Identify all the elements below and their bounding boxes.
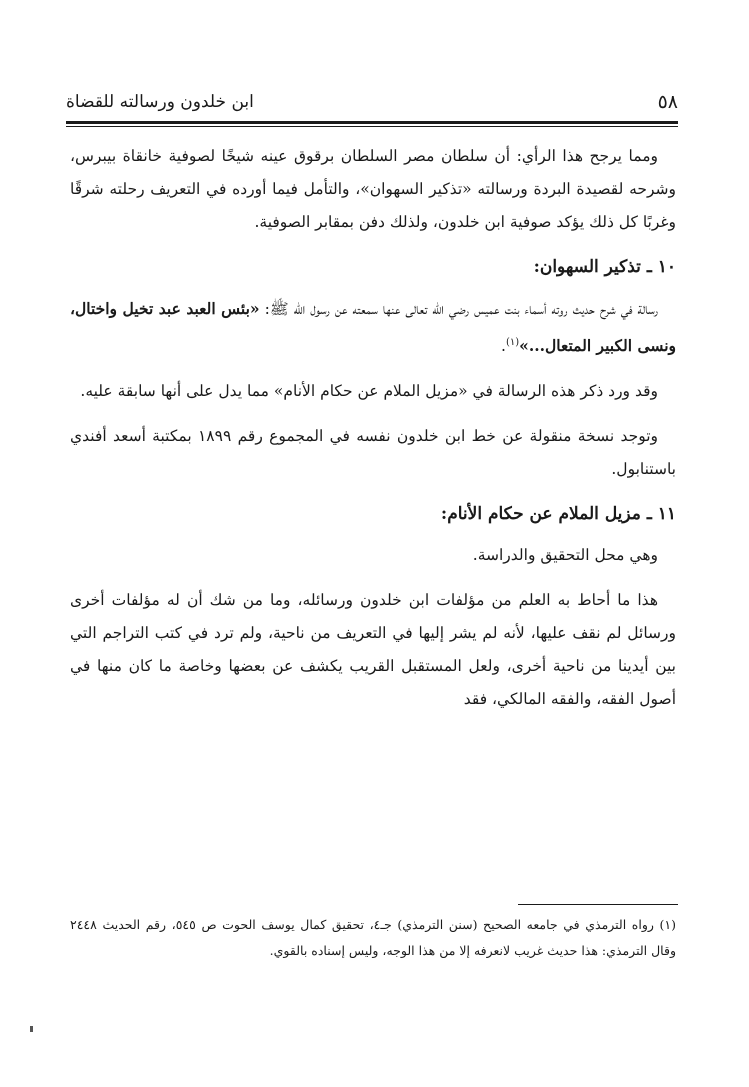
page-header: [66, 88, 678, 118]
paragraph-2: [70, 292, 676, 363]
paragraph-1: ومما يرجح هذا الرأي: أن سلطان مصر السلطان برقوق عينه شيخًا لصوفية خانقاة بيبرس، وشرحه لقصيدة البردة ورسالته «تذكير السهوان»، والتأمل فيما أورده في التعريف رحلته شرقًا وغربًا كل ذلك يؤكد صوفية ابن خلدون، ولذلك دفن بمقابر الصوفية.: [70, 147, 676, 231]
footnote-ref: (١): [505, 337, 520, 348]
hadith-quote: «بئس العبد عبد تخيل واختال، ونسى الكبير المتعال...»: [70, 299, 676, 356]
running-title: ابن خلدون ورسالته للقضاة: [66, 92, 254, 112]
section-heading-11: ١١ ـ مزيل الملام عن حكام الأنام:: [440, 504, 676, 525]
section-heading-10: ١٠ ـ تذكير السهوان:: [533, 257, 676, 277]
header-rule-thick: [66, 121, 678, 124]
body-text: [70, 140, 676, 728]
footnote-1: (١) رواه الترمذي في جامعه الصحيح (سنن الترمذي) جـ٤، تحقيق كمال يوسف الحوت ص ٥٤٥، رقم الحديث ٢٤٤٨ وقال الترمذي: هذا حديث غريب لانعرفه إلا من هذا الوجه، وليس إسناده بالقوي.: [70, 917, 676, 958]
paragraph-2-end: .: [501, 337, 506, 356]
footnote-rule: [518, 904, 678, 905]
header-rule-thin: [66, 126, 678, 127]
paragraph-4: وتوجد نسخة منقولة عن خط ابن خلدون نفسه في المجموع رقم ١٨٩٩ بمكتبة أسعد أفندي باستنابول.: [70, 427, 676, 479]
margin-mark: [30, 1026, 33, 1032]
page-number: ٥٨: [657, 91, 678, 113]
paragraph-2-intro: رسالة في شرح حديث روته أسماء بنت عميس رضي الله تعالى عنها سمعته عن رسول الله ﷺ:: [264, 300, 658, 318]
paragraph-6: هذا ما أحاط به العلم من مؤلفات ابن خلدون ورسائله، وما من شك أن له مؤلفات أخرى ورسائل لم نقف عليها، لأنه لم يشر إليها في التعريف من ناحية، ولم ترد في كتب التراجم التي بين أيدينا من ناحية أخرى، ولعل المستقبل القريب يكشف عن بعضها وخاصة ما كان منها في أصول الفقه، والفقه المالكي، فقد: [70, 591, 676, 709]
paragraph-3: وقد ورد ذكر هذه الرسالة في «مزيل الملام عن حكام الأنام» مما يدل على أنها سابقة عليه.: [80, 382, 658, 401]
paragraph-5: وهي محل التحقيق والدراسة.: [472, 546, 658, 565]
